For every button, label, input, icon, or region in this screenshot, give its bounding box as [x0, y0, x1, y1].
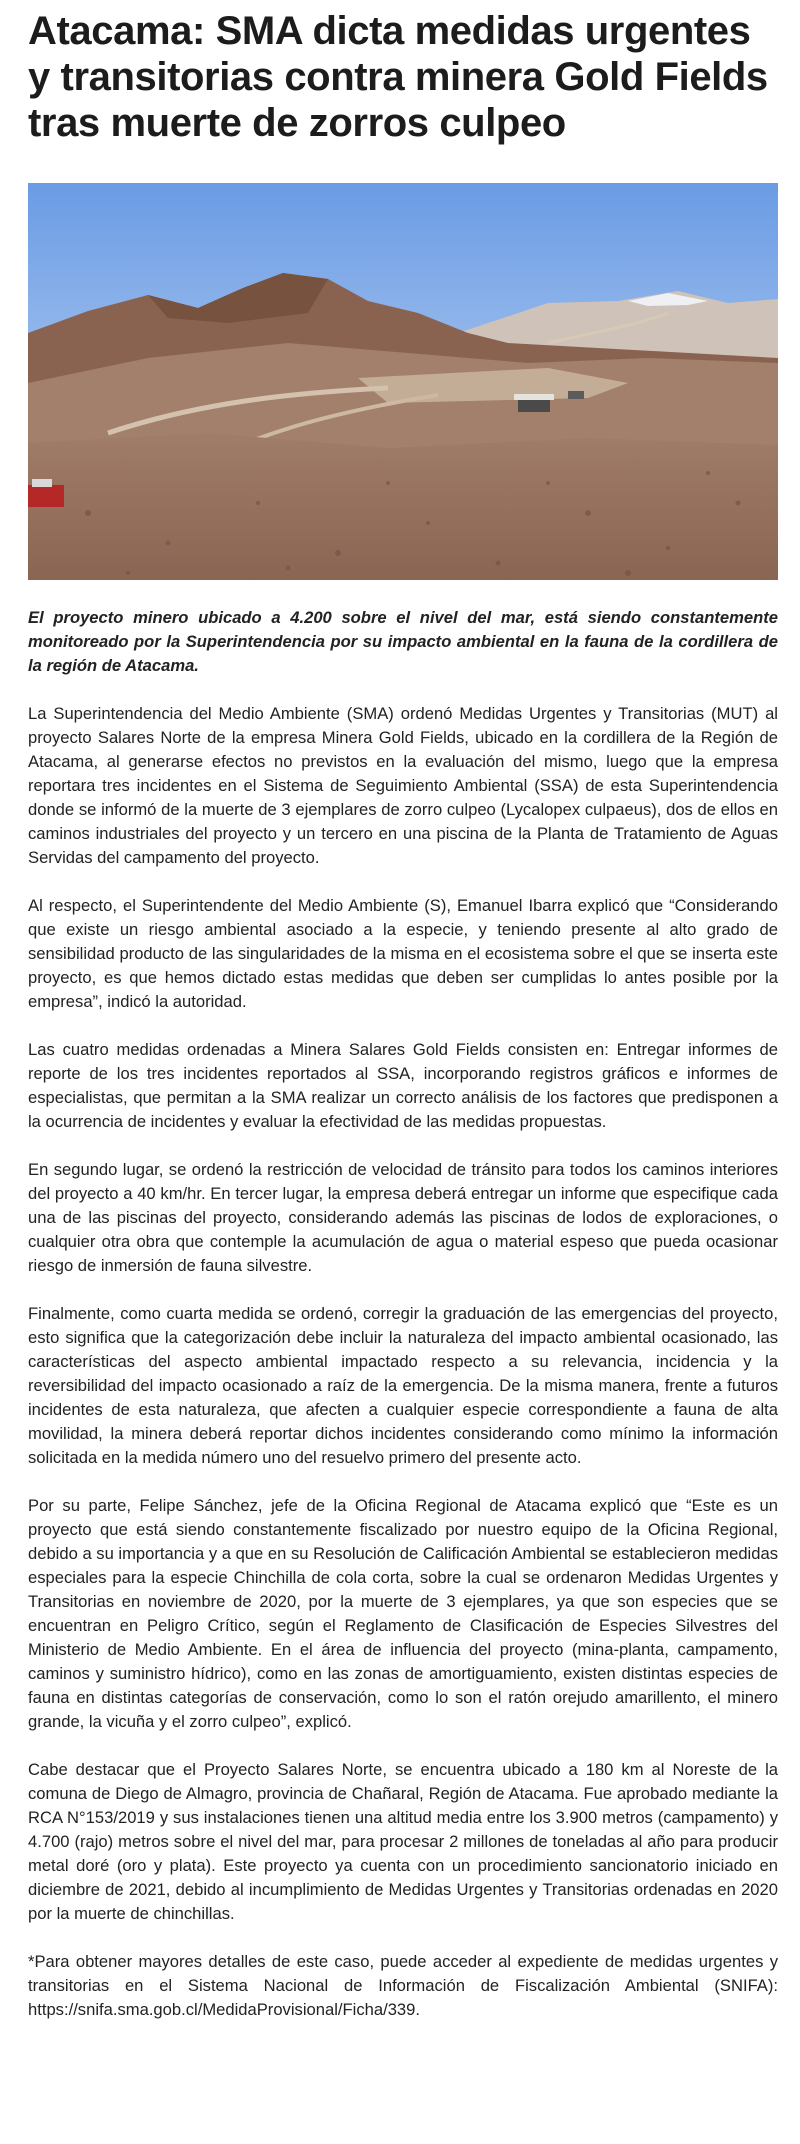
article-photo — [28, 183, 778, 580]
vehicle — [28, 485, 64, 507]
paragraph: En segundo lugar, se ordenó la restricción de velocidad de tránsito para todos los caminos interiores del proyecto a 40 km/hr. En tercer lugar, la empresa deberá entregar un informe que especifique cada una de las piscinas del proyecto, considerando además las piscinas de lodos de exploraciones, o cualquier otra obra que contemple la acumulación de agua o material espeso que pueda ocasionar riesgo de inmersión de fauna silvestre. — [28, 1160, 778, 1275]
article-body — [28, 702, 778, 2046]
paragraph: Cabe destacar que el Proyecto Salares Norte, se encuentra ubicado a 180 km al Noreste de la comuna de Diego de Almagro, provincia de Chañaral, Región de Atacama. Fue aprobado mediante la RCA N°153/2019 y sus instalaciones tienen una altitud media entre los 3.900 metros (campamento) y 4.700 (rajo) metros sobre el nivel del mar, para procesar 2 millones de toneladas al año para producir metal doré (oro y plata). Este proyecto ya cuenta con un procedimiento sancionatorio iniciado en diciembre de 2021, debido al incumplimiento de Medidas Urgentes y Transitorias ordenadas en 2020 por la muerte de chinchillas. — [28, 1760, 778, 1923]
plant-building — [518, 398, 550, 412]
paragraph: Por su parte, Felipe Sánchez, jefe de la Oficina Regional de Atacama explicó que “Este es un proyecto que está siendo constantemente fiscalizado por nuestro equipo de la Oficina Regional, debido a su importancia y a que en su Resolución de Calificación Ambiental se establecieron medidas especiales para la especie Chinchilla de cola corta, sobre la cual se ordenaron Medidas Urgentes y Transitorias en noviembre de 2020, por la muerte de 3 ejemplares, ya que son especies que se encuentran en Peligro Crítico, según el Reglamento de Clasificación de Especies Silvestres del Ministerio de Medio Ambiente. En el área de influencia del proyecto (mina-planta, campamento, caminos y suministro hídrico), como en las zonas de amortiguamiento, existen distintas especies de fauna en distintas categorías de conservación, como lo son el ratón orejudo amarillento, el minero grande, la vicuña y el zorro culpeo”, explicó. — [28, 1496, 778, 1731]
paragraph: *Para obtener mayores detalles de este caso, puede acceder al expediente de medidas urgentes y transitorias en el Sistema Nacional de Información de Fiscalización Ambiental (SNIFA): https://snifa.sma.gob.cl/MedidaProvisional/Ficha/339. — [28, 1952, 778, 2019]
paragraph: Finalmente, como cuarta medida se ordenó, corregir la graduación de las emergencias del proyecto, esto significa que la categorización debe incluir la naturaleza del impacto ambiental ocasionado, las características del aspecto ambiental impactado respecto a su relevancia, incidencia y la reversibilidad del impacto ocasionado a raíz de la emergencia. De la misma manera, frente a futuros incidentes de esta naturaleza, que afecten a cualquier especie correspondiente a fauna de alta movilidad, la minera deberá reportar dichos incidentes considerando como mínimo la información solicitada en la medida número uno del resuelvo primero del presente acto. — [28, 1304, 778, 1467]
foreground — [28, 433, 778, 580]
paragraph: Al respecto, el Superintendente del Medio Ambiente (S), Emanuel Ibarra explicó que “Considerando que existe un riesgo ambiental asociado a la especie, y teniendo presente al alto grado de sensibilidad producto de las singularidades de la misma en el ecosistema sobre el que se inserta este proyecto, es que hemos dictado estas medidas que deben ser cumplidas lo antes posible por la empresa”, indicó la autoridad. — [28, 896, 778, 1011]
article-title: Atacama: SMA dicta medidas urgentes y transitorias contra minera Gold Fields tras muerte de zorros culpeo — [28, 9, 768, 145]
article — [28, 8, 778, 2019]
image-caption: El proyecto minero ubicado a 4.200 sobre el nivel del mar, está siendo constantemente monitoreado por la Superintendencia por su impacto ambiental en la fauna de la cordillera de la región de Atacama. — [28, 608, 778, 675]
paragraph: La Superintendencia del Medio Ambiente (SMA) ordenó Medidas Urgentes y Transitorias (MUT) al proyecto Salares Norte de la empresa Minera Gold Fields, ubicado en la cordillera de la Región de Atacama, al generarse efectos no previstos en la evaluación del mismo, luego que la empresa reportara tres incidentes en el Sistema de Seguimiento Ambiental (SSA) de esta Superintendencia donde se informó de la muerte de 3 ejemplares de zorro culpeo (Lycalopex culpaeus), dos de ellos en caminos industriales del proyecto y un tercero en una piscina de la Planta de Tratamiento de Aguas Servidas del campamento del proyecto. — [28, 704, 778, 867]
paragraph: Las cuatro medidas ordenadas a Minera Salares Gold Fields consisten en: Entregar informes de reporte de los tres incidentes reportados al SSA, incorporando registros gráficos e informes de especialistas, que permitan a la SMA realizar un correcto análisis de los factores que predisponen a la ocurrencia de incidentes y evaluar la efectividad de las medidas propuestas. — [28, 1040, 778, 1131]
